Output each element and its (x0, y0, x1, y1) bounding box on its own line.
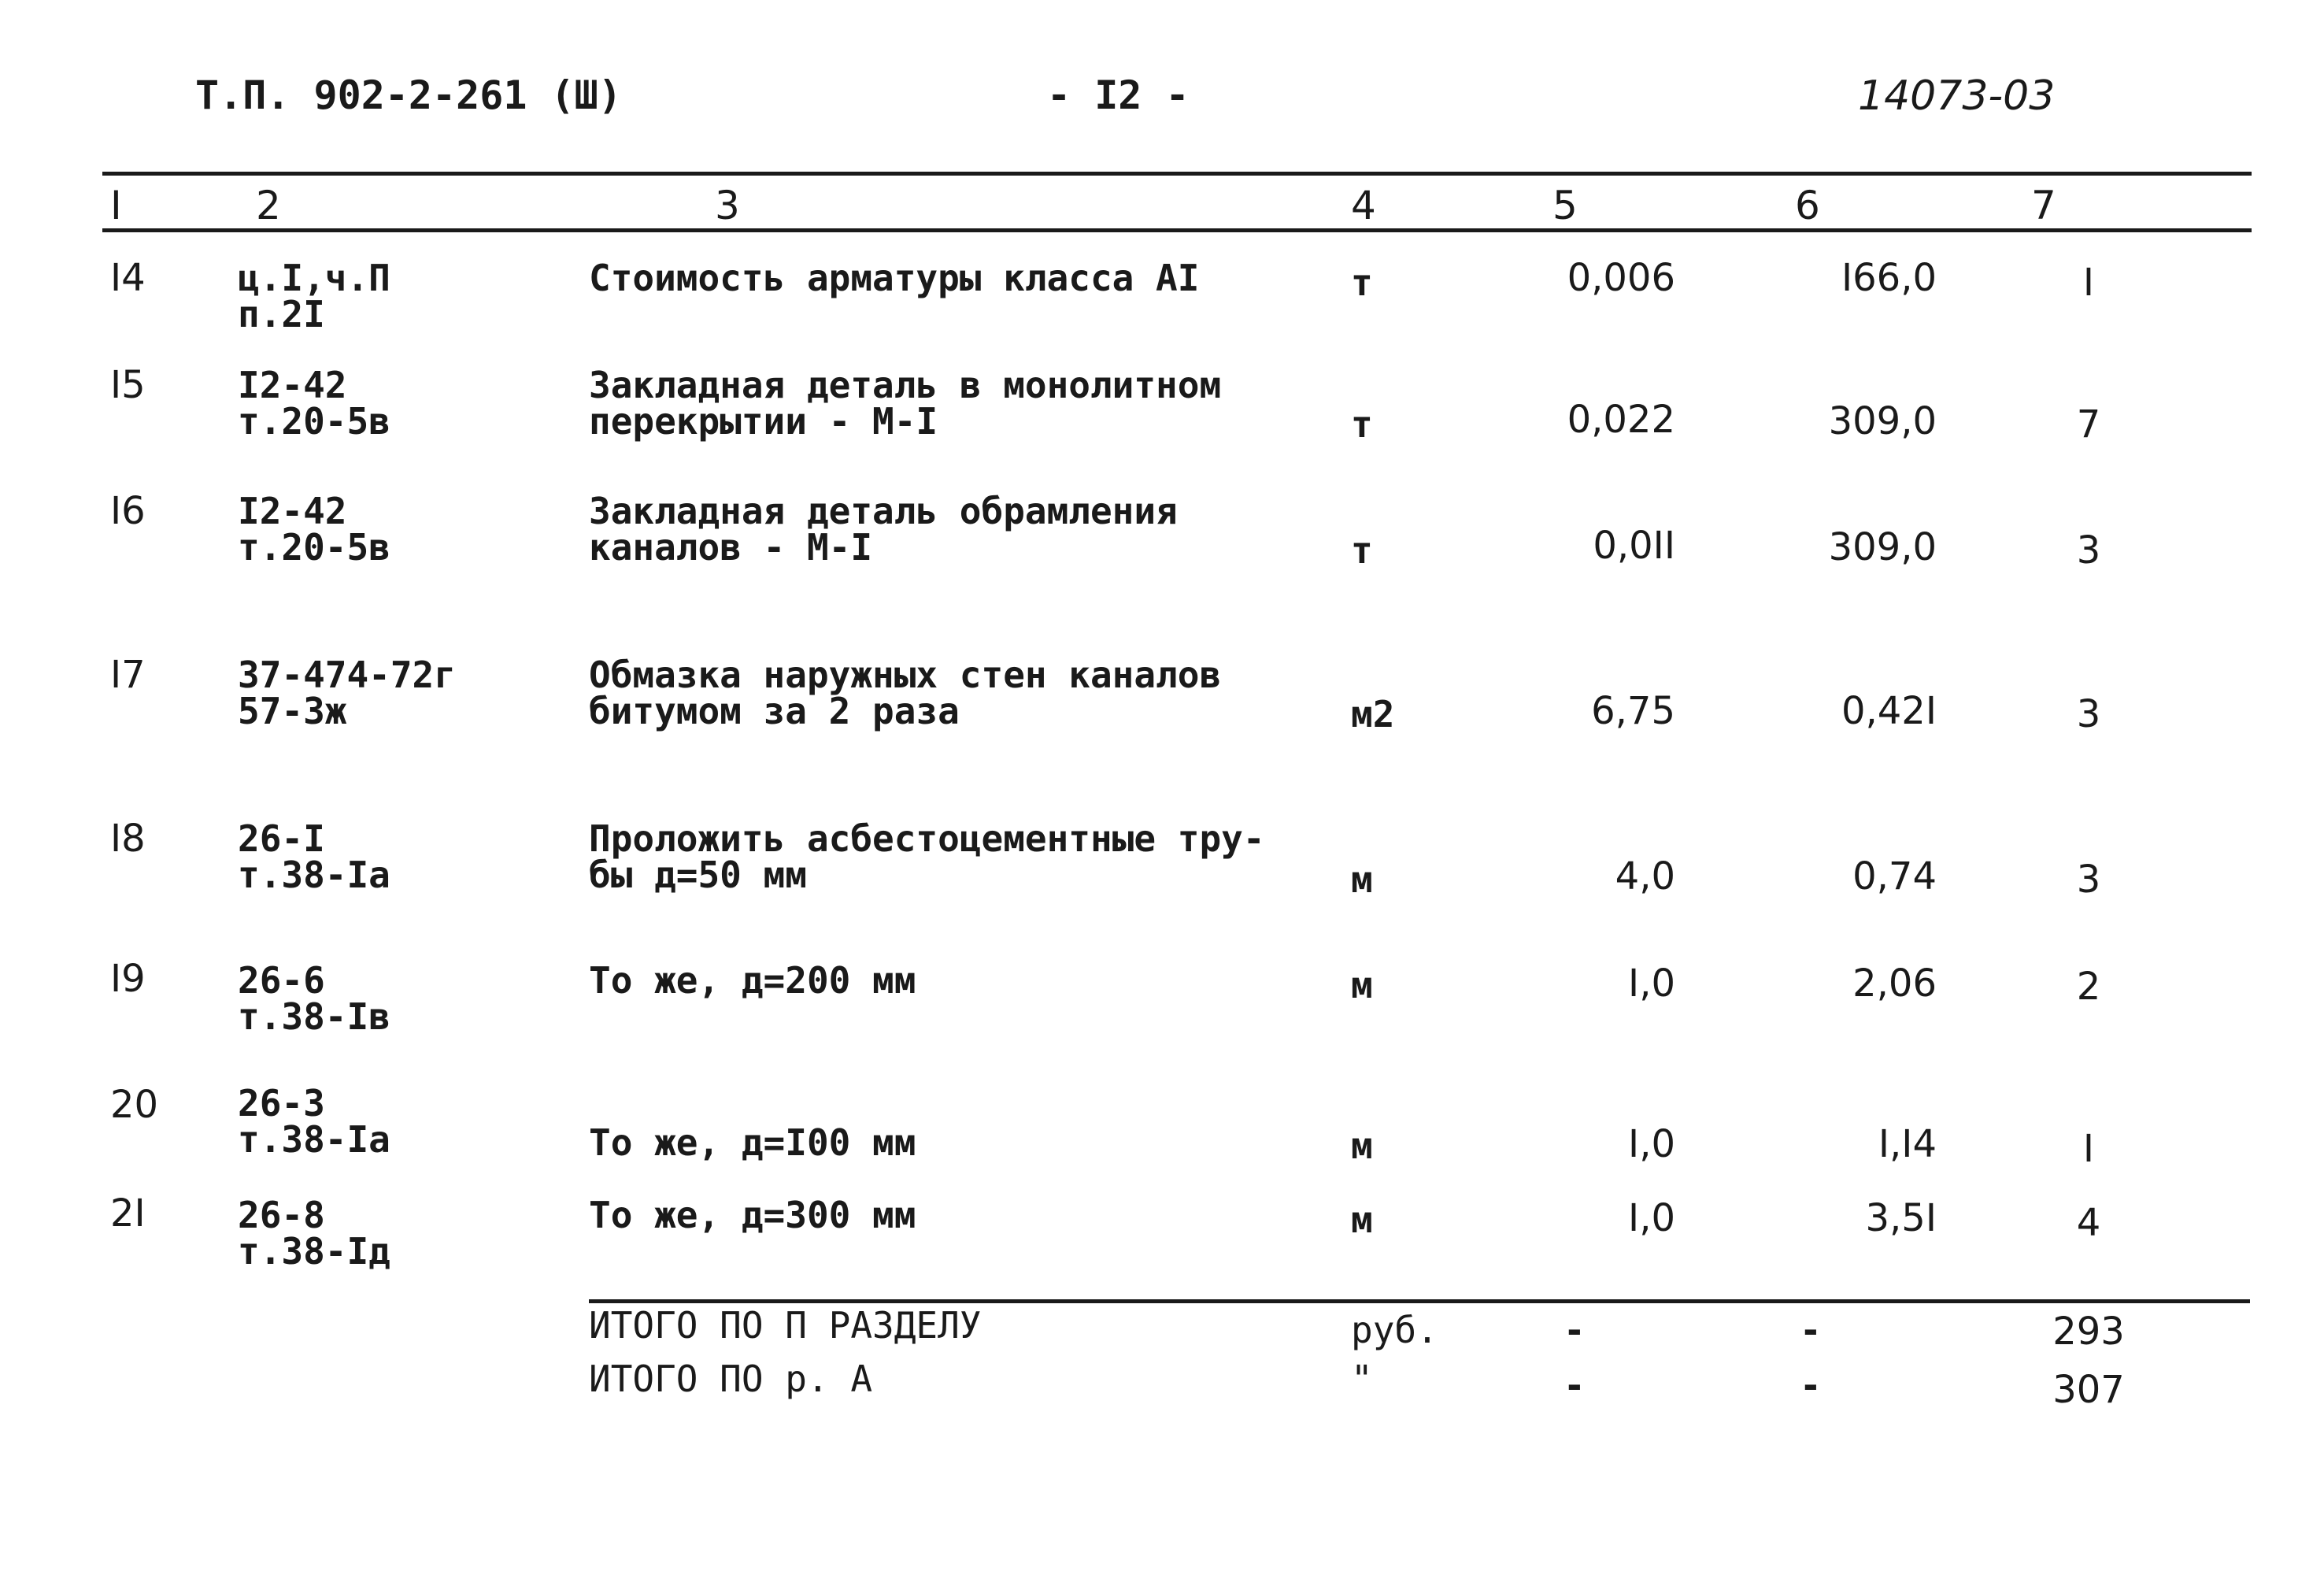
rate-code-line2: т.20-5в (238, 400, 390, 443)
table-header-rule (102, 228, 2252, 232)
quantity: 6,75 (1591, 689, 1675, 733)
quantity: 0,022 (1567, 398, 1675, 442)
rate-code: 26-8 (238, 1194, 325, 1236)
unit: м (1351, 858, 1373, 901)
unit: т (1351, 529, 1373, 572)
rate-code: I2-42 (238, 490, 347, 532)
total-cost: 2 (2076, 965, 2101, 1009)
unit-price: 3,5I (1865, 1196, 1937, 1240)
unit: м2 (1351, 693, 1395, 735)
unit-price: I,I4 (1878, 1122, 1937, 1166)
rate-code-line2: п.2I (238, 293, 325, 335)
quantity: I,0 (1628, 1196, 1675, 1240)
rate-code: I2-42 (238, 364, 347, 406)
document-reference: Т.П. 902-2-261 (Ш) (195, 72, 622, 118)
totals-price: - (1800, 1309, 1822, 1351)
table-top-rule (102, 172, 2252, 176)
totals-price: - (1800, 1364, 1822, 1406)
totals-quantity: - (1564, 1364, 1586, 1406)
column-header-5: 5 (1552, 183, 1578, 228)
rate-code: 26-6 (238, 959, 325, 1002)
work-description: Обмазка наружных стен каналов (589, 654, 1222, 696)
rate-code-line2: т.38-Iа (238, 1118, 390, 1161)
row-number: I4 (110, 256, 146, 300)
rate-code: 26-I (238, 817, 325, 860)
quantity: 4,0 (1615, 854, 1675, 898)
totals-unit: руб. (1351, 1309, 1438, 1351)
work-description: Закладная деталь в монолитном (589, 364, 1222, 406)
quantity: 0,0II (1593, 524, 1675, 568)
total-cost: I (2082, 261, 2095, 305)
unit: м (1351, 1199, 1373, 1241)
work-description-line2: бы д=50 мм (589, 854, 807, 896)
totals-quantity: - (1564, 1309, 1586, 1351)
total-cost: 3 (2076, 692, 2101, 736)
row-number: 20 (110, 1083, 159, 1127)
rate-code: 37-474-72г (238, 654, 456, 696)
row-number: I7 (110, 653, 146, 697)
row-number: I6 (110, 489, 146, 533)
column-header-1: I (110, 183, 122, 228)
row-number: I9 (110, 957, 146, 1001)
work-description: Проложить асбестоцементные тру- (589, 817, 1265, 860)
rate-code-line2: т.20-5в (238, 526, 390, 569)
rate-code-line2: т.38-Iа (238, 854, 390, 896)
column-header-7: 7 (2031, 183, 2056, 228)
row-number: 2I (110, 1191, 146, 1236)
quantity: I,0 (1628, 1122, 1675, 1166)
totals-label: ИТОГО ПО р. А (589, 1358, 873, 1400)
rate-code: ц.I,ч.П (238, 257, 390, 299)
quantity: 0,006 (1567, 256, 1675, 300)
totals-label: ИТОГО ПО П РАЗДЕЛУ (589, 1304, 982, 1347)
unit: т (1351, 403, 1373, 446)
quantity: I,0 (1628, 961, 1675, 1006)
unit-price: 309,0 (1828, 525, 1937, 569)
row-number: I5 (110, 363, 146, 407)
totals-amount: 307 (2052, 1368, 2125, 1412)
work-description: То же, д=300 мм (589, 1194, 916, 1236)
total-cost: 3 (2076, 858, 2101, 902)
total-cost: 7 (2076, 402, 2101, 446)
total-cost: I (2082, 1127, 2095, 1171)
rate-code-line2: 57-3ж (238, 690, 347, 732)
rate-code-line2: т.38-Iв (238, 995, 390, 1038)
work-description-line2: битумом за 2 раза (589, 690, 960, 732)
row-number: I8 (110, 817, 146, 861)
total-cost: 4 (2076, 1201, 2101, 1245)
totals-amount: 293 (2052, 1310, 2125, 1354)
work-description: Стоимость арматуры класса AI (589, 257, 1200, 299)
column-header-6: 6 (1795, 183, 1820, 228)
totals-rule (589, 1299, 2250, 1303)
unit: м (1351, 964, 1373, 1006)
rate-code: 26-3 (238, 1082, 325, 1124)
column-header-4: 4 (1351, 183, 1376, 228)
page-number: - I2 - (1047, 72, 1190, 118)
work-description-line2: перекрытии - М-I (589, 400, 938, 443)
work-description: То же, д=200 мм (589, 959, 916, 1002)
rate-code-line2: т.38-Iд (238, 1230, 390, 1273)
total-cost: 3 (2076, 528, 2101, 572)
unit-price: 309,0 (1828, 399, 1937, 443)
work-description: То же, д=I00 мм (589, 1121, 916, 1164)
unit-price: 2,06 (1852, 961, 1937, 1006)
work-description: Закладная деталь обрамления (589, 490, 1178, 532)
column-header-3: 3 (715, 183, 740, 228)
totals-unit: " (1351, 1358, 1373, 1400)
document-stamp: 14073-03 (1858, 72, 2056, 120)
unit: м (1351, 1124, 1373, 1167)
unit: т (1351, 261, 1373, 304)
unit-price: I66,0 (1841, 256, 1937, 300)
work-description-line2: каналов - М-I (589, 526, 873, 569)
unit-price: 0,42I (1841, 689, 1937, 733)
column-header-2: 2 (256, 183, 281, 228)
unit-price: 0,74 (1852, 854, 1937, 898)
